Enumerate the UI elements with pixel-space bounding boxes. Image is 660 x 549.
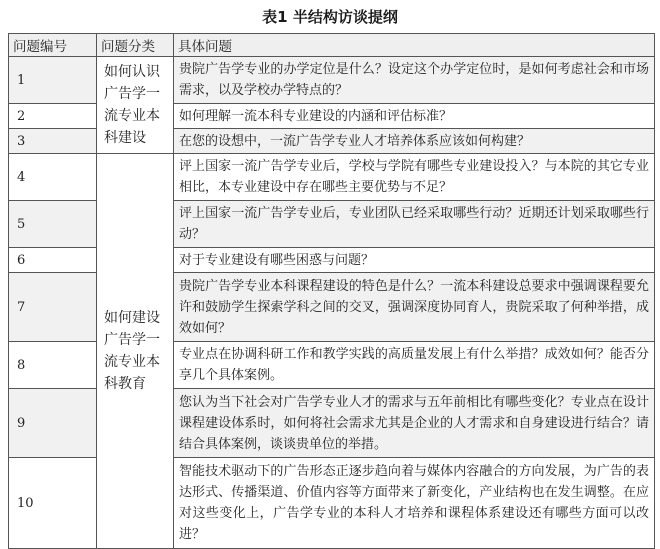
category-cell: 如何建设广告学一流专业本科教育 — [97, 154, 174, 549]
table-row — [9, 154, 655, 201]
question-number: 6 — [9, 248, 97, 273]
question-text: 您认为当下社会对广告学专业人才的需求与五年前相比有哪些变化？专业点在设计课程建设体系时，如何将社会需求尤其是企业的人才需求和自身建设进行结合？请结合具体案例，谈谈贵单位的举措。 — [174, 389, 655, 458]
table-row — [9, 57, 655, 104]
question-text: 专业点在协调科研工作和教学实践的高质量发展上有什么举措？成效如何？能否分享几个具体案例。 — [174, 342, 655, 389]
header-specific-question: 具体问题 — [174, 34, 655, 57]
header-question-category: 问题分类 — [97, 34, 174, 57]
question-number: 2 — [9, 104, 97, 129]
question-text: 对于专业建设有哪些困惑与问题？ — [174, 248, 655, 273]
question-number: 3 — [9, 129, 97, 154]
question-number: 9 — [9, 389, 97, 458]
question-number: 10 — [9, 458, 97, 549]
question-text: 贵院广告学专业本科课程建设的特色是什么？一流本科建设总要求中强调课程要允许和鼓励学生探索学科之间的交叉，强调深度协同育人，贵院采取了何种举措，成效如何？ — [174, 273, 655, 342]
question-number: 1 — [9, 57, 97, 104]
question-text: 在您的设想中，一流广告学专业人才培养体系应该如何构建？ — [174, 129, 655, 154]
question-text: 如何理解一流本科专业建设的内涵和评估标准？ — [174, 104, 655, 129]
question-text: 评上国家一流广告学专业后，学校与学院有哪些专业建设投入？与本院的其它专业相比，本专业建设中存在哪些主要优势与不足？ — [174, 154, 655, 201]
question-text: 评上国家一流广告学专业后，专业团队已经采取哪些行动？近期还计划采取哪些行动？ — [174, 201, 655, 248]
question-number: 5 — [9, 201, 97, 248]
question-text: 智能技术驱动下的广告形态正逐步趋向着与媒体内容融合的方向发展，为广告的表达形式、传播渠道、价值内容等方面带来了新变化，产业结构也在发生调整。在应对这些变化上，广告学专业的本科人才培养和课程体系建设还有哪些方面可以改进？ — [174, 458, 655, 549]
header-question-number: 问题编号 — [9, 34, 97, 57]
table-title: 表1 半结构访谈提纲 — [262, 8, 398, 26]
question-number: 8 — [9, 342, 97, 389]
question-number: 4 — [9, 154, 97, 201]
category-cell: 如何认识广告学一流专业本科建设 — [97, 57, 174, 154]
question-text: 贵院广告学专业的办学定位是什么？设定这个办学定位时，是如何考虑社会和市场需求，以及学校办学特点的？ — [174, 57, 655, 104]
header-row — [9, 34, 655, 57]
interview-outline-table — [8, 33, 655, 549]
question-number: 7 — [9, 273, 97, 342]
